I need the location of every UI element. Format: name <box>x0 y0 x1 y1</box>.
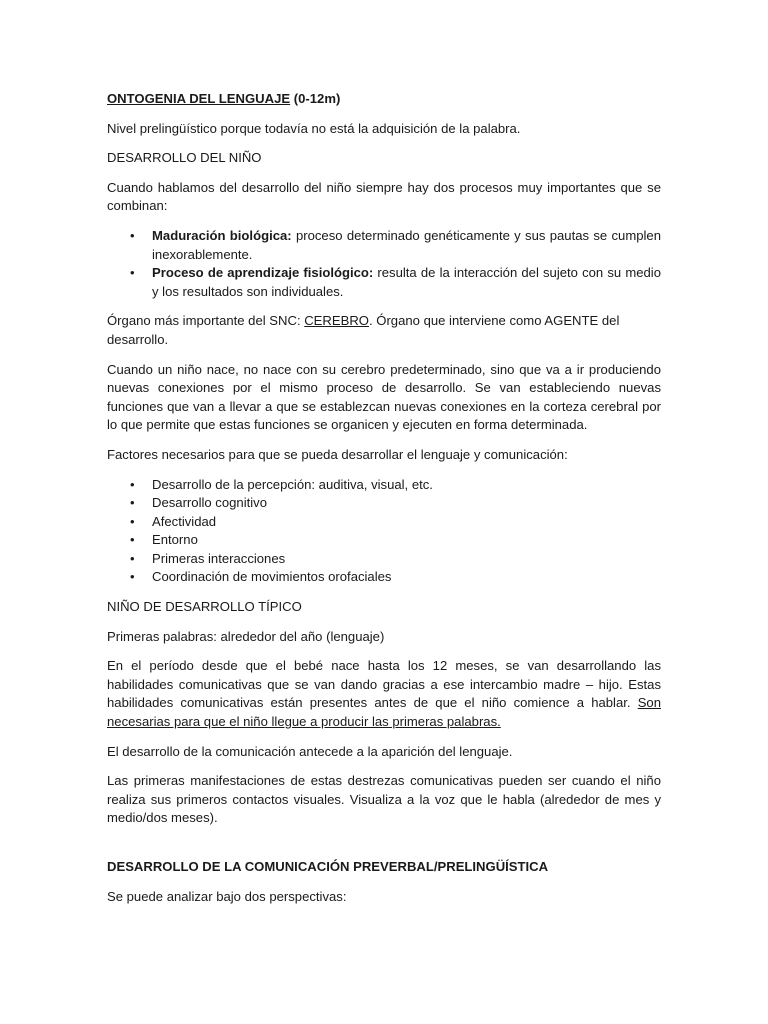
list-item-text: Coordinación de movimientos orofaciales <box>152 569 392 585</box>
underlined-necessity: Son necesarias para que el niño llegue a producir las primeras palabras. <box>107 695 661 730</box>
heading-preverbal-communication: DESARROLLO DE LA COMUNICACIÓN PREVERBAL/PRELINGÜÍSTICA <box>107 859 549 874</box>
heading-child-development: DESARROLLO DEL NIÑO <box>107 150 262 166</box>
list-item-bold: Maduración biológica: <box>152 227 292 243</box>
paragraph-factors-intro: Factores necesarios para que se pueda desarrollar el lenguaje y comunicación: <box>107 446 568 462</box>
bullet-icon: • <box>130 550 135 566</box>
list-item <box>130 568 661 587</box>
bullet-icon: • <box>130 513 135 529</box>
processes-list <box>107 227 661 301</box>
bullet-icon: • <box>130 569 135 585</box>
bullet-icon: • <box>130 495 135 511</box>
underlined-brain: CEREBRO <box>304 313 369 329</box>
paragraph-brain-organ <box>107 312 661 349</box>
list-item-text: Desarrollo cognitivo <box>152 495 267 511</box>
paragraph-prelinguistic-level: Nivel prelingüístico porque todavía no está la adquisición de la palabra. <box>107 120 521 136</box>
text-span: . Órgano que interviene como AGENTE del desarrollo. <box>107 313 620 347</box>
spacer <box>107 839 661 858</box>
list-item <box>130 476 661 495</box>
text-span: En el período desde que el bebé nace hasta los 12 meses, se van desarrollando las habilidades comunicativas que se van dando gracias a ese intercambio madre – hijo. Estas habilidades comunicativas están presentes antes de que el niño comience a hablar. <box>107 658 661 711</box>
list-item <box>130 264 661 301</box>
list-item-text: proceso determinado genéticamente y sus pautas se cumplen inexorablemente. <box>152 227 661 262</box>
paragraph-communicative-skills <box>107 657 661 731</box>
paragraph-first-manifestations: Las primeras manifestaciones de estas destrezas comunicativas pueden ser cuando el niño realiza sus primeros contactos visuales. Visualiza a la voz que le habla (alrededor de mes y medio/dos meses). <box>107 773 661 826</box>
paragraph-first-words: Primeras palabras: alrededor del año (lenguaje) <box>107 628 385 644</box>
bullet-icon: • <box>130 476 135 492</box>
document-title <box>107 90 661 109</box>
paragraph-communication-precedes: El desarrollo de la comunicación antecede a la aparición del lenguaje. <box>107 743 513 759</box>
bullet-icon: • <box>130 532 135 548</box>
bullet-icon: • <box>130 227 135 243</box>
title-main: ONTOGENIA DEL LENGUAJE <box>107 91 291 106</box>
list-item-text: Entorno <box>152 532 198 548</box>
title-suffix: (0-12m) <box>290 91 341 106</box>
list-item <box>130 494 661 513</box>
text-span: Órgano más importante del SNC: <box>107 313 305 329</box>
factors-list <box>107 476 661 588</box>
heading-typical-development: NIÑO DE DESARROLLO TÍPICO <box>107 599 302 615</box>
list-item-bold: Proceso de aprendizaje fisiológico: <box>152 265 374 281</box>
bullet-icon: • <box>130 265 135 281</box>
paragraph-two-perspectives: Se puede analizar bajo dos perspectivas: <box>107 888 347 904</box>
list-item <box>130 227 661 264</box>
list-item <box>130 550 661 569</box>
list-item <box>130 513 661 532</box>
list-item-text: resulta de la interacción del sujeto con su medio y los resultados son individuales. <box>152 265 661 299</box>
list-item-text: Afectividad <box>152 513 217 529</box>
list-item-text: Primeras interacciones <box>152 550 286 566</box>
list-item <box>130 531 661 550</box>
paragraph-two-processes: Cuando hablamos del desarrollo del niño siempre hay dos procesos muy importantes que se combinan: <box>107 179 661 214</box>
list-item-text: Desarrollo de la percepción: auditiva, visual, etc. <box>152 476 433 492</box>
paragraph-brain-connections: Cuando un niño nace, no nace con su cerebro predeterminado, sino que va a ir produciendo nuevas conexiones por el mismo proceso de desarrollo. Se van estableciendo nuevas funciones que van a llevar a que se establezcan nuevas conexiones en la corteza cerebral por lo que permite que estas funciones se organicen y ejecuten en forma determinada. <box>107 361 661 433</box>
